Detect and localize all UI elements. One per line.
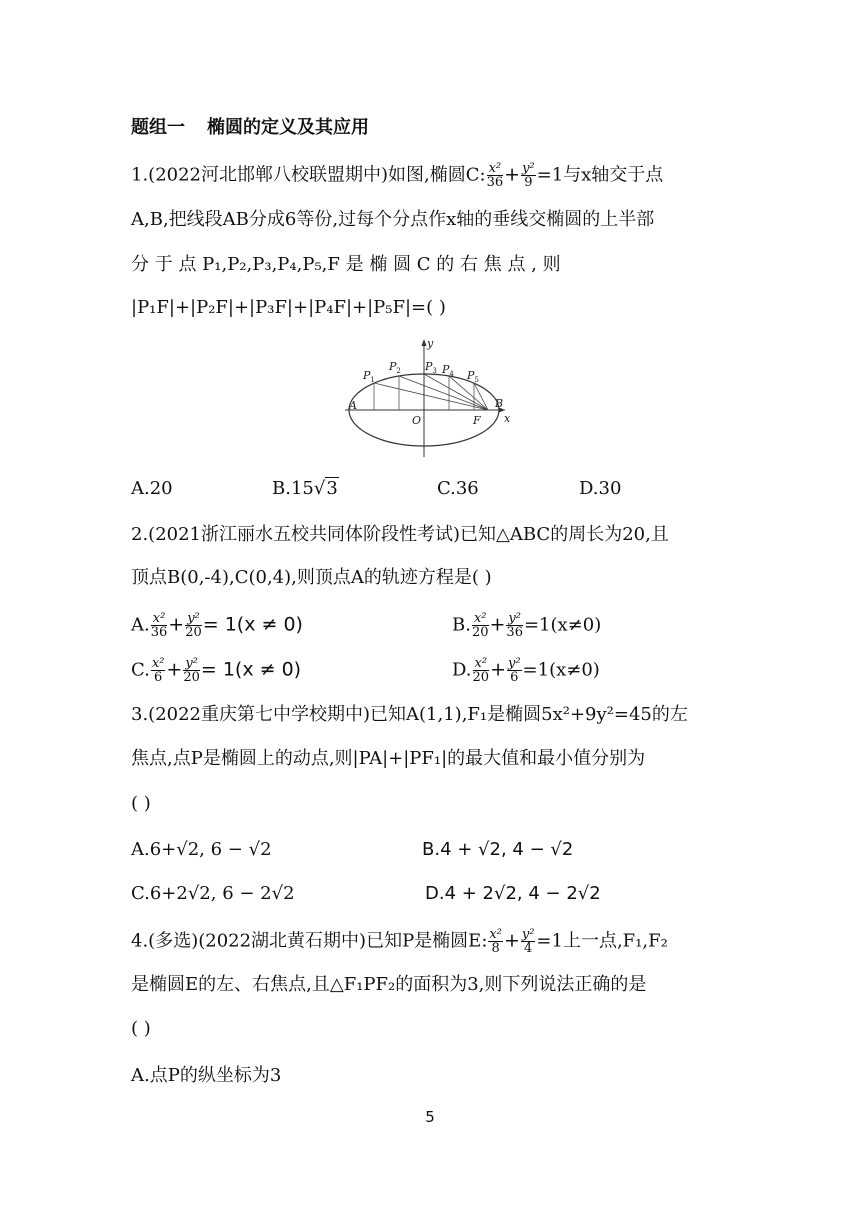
q4-line-2: 是椭圆E的左、右焦点,且△F₁PF₂的面积为3,则下列说法正确的是	[131, 974, 647, 995]
q1-text: 1.(2022河北邯郸八校联盟期中)如图,椭圆C:	[131, 164, 486, 186]
section-label: 题组一	[131, 117, 185, 138]
q3-line-1: 3.(2022重庆第七中学校期中)已知A(1,1),F₁是椭圆5x²+9y²=45的左	[131, 704, 688, 725]
q1-line-2: A,B,把线段AB分成6等份,过每个分点作x轴的垂线交椭圆的上半部	[131, 209, 655, 230]
q3-option-b: B.4 + √2, 4 − √2	[422, 839, 574, 860]
label-x: x	[504, 412, 511, 425]
q1-frac-1: $\frac{\text{x²}}{36}$	[486, 161, 504, 190]
label-y: y	[427, 337, 434, 350]
ellipse-figure	[345, 337, 515, 459]
q2-option-a: A. $\frac{\text{x²}}{36}$ + $\frac{\text{y²}}{20}$ = 1(x ≠ 0)	[131, 611, 303, 640]
q1-option-c: C.36	[437, 478, 479, 499]
q1-option-d: D.30	[579, 478, 622, 499]
q4-option-a: A.点P的纵坐标为3	[131, 1065, 282, 1086]
label-P4: $P_4$	[442, 363, 454, 378]
section-heading	[131, 116, 369, 140]
q1-line-1: 1.(2022河北邯郸八校联盟期中)如图,椭圆C: $\frac{\text{x²}}{36}$ + $\frac{\text{y²}}{9}$ =1与x轴交于点	[131, 161, 664, 190]
q1-option-a: A.20	[131, 478, 173, 499]
label-P2: $P_2$	[389, 360, 401, 375]
section-title: 椭圆的定义及其应用	[207, 117, 369, 138]
q1-line-4: |P₁F|+|P₂F|+|P₃F|+|P₄F|+|P₅F|=( )	[131, 297, 446, 318]
q2-option-d: D. $\frac{\text{x²}}{20}$ + $\frac{\text{y²}}{6}$ =1(x≠0)	[452, 656, 600, 685]
label-P5: $P_5$	[467, 369, 479, 384]
label-F: F	[473, 414, 481, 427]
q4-line-1: 4.(多选)(2022湖北黄石期中)已知P是椭圆E: $\frac{\text{x²}}{8}$ + $\frac{\text{y²}}{4}$ =1上一点,F₁,F₂	[131, 927, 668, 956]
page-number: 5	[425, 1108, 435, 1126]
label-O: O	[412, 414, 422, 427]
label-A: A	[349, 399, 357, 412]
q1-line-3: 分 于 点 P₁,P₂,P₃,P₄,P₅,F 是 椭 圆 C 的 右 焦 点 , 则	[131, 254, 561, 275]
q3-line-3: ( )	[131, 793, 151, 814]
label-P3: $P_3$	[425, 360, 437, 375]
q3-option-a: A.6+√2, 6 − √2	[131, 839, 272, 860]
label-P1: $P_1$	[363, 369, 375, 384]
q2-line-1: 2.(2021浙江丽水五校共同体阶段性考试)已知△ABC的周长为20,且	[131, 524, 669, 545]
q3-option-c: C.6+2√2, 6 − 2√2	[131, 883, 295, 904]
q4-line-3: ( )	[131, 1018, 151, 1039]
label-B: B	[495, 397, 504, 410]
q1-frac-2: $\frac{\text{y²}}{9}$	[522, 161, 535, 190]
q2-option-b: B. $\frac{\text{x²}}{20}$ + $\frac{\text{y²}}{36}$ =1(x≠0)	[452, 611, 602, 640]
q3-option-d: D.4 + 2√2, 4 − 2√2	[425, 883, 601, 904]
q1-option-b: B.15√3	[272, 478, 338, 499]
q2-line-2: 顶点B(0,-4),C(0,4),则顶点A的轨迹方程是( )	[131, 567, 492, 588]
q2-option-c: C. $\frac{\text{x²}}{6}$ + $\frac{\text{y²}}{20}$ = 1(x ≠ 0)	[131, 656, 302, 685]
q3-line-2: 焦点,点P是椭圆上的动点,则|PA|+|PF₁|的最大值和最小值分别为	[131, 748, 646, 769]
